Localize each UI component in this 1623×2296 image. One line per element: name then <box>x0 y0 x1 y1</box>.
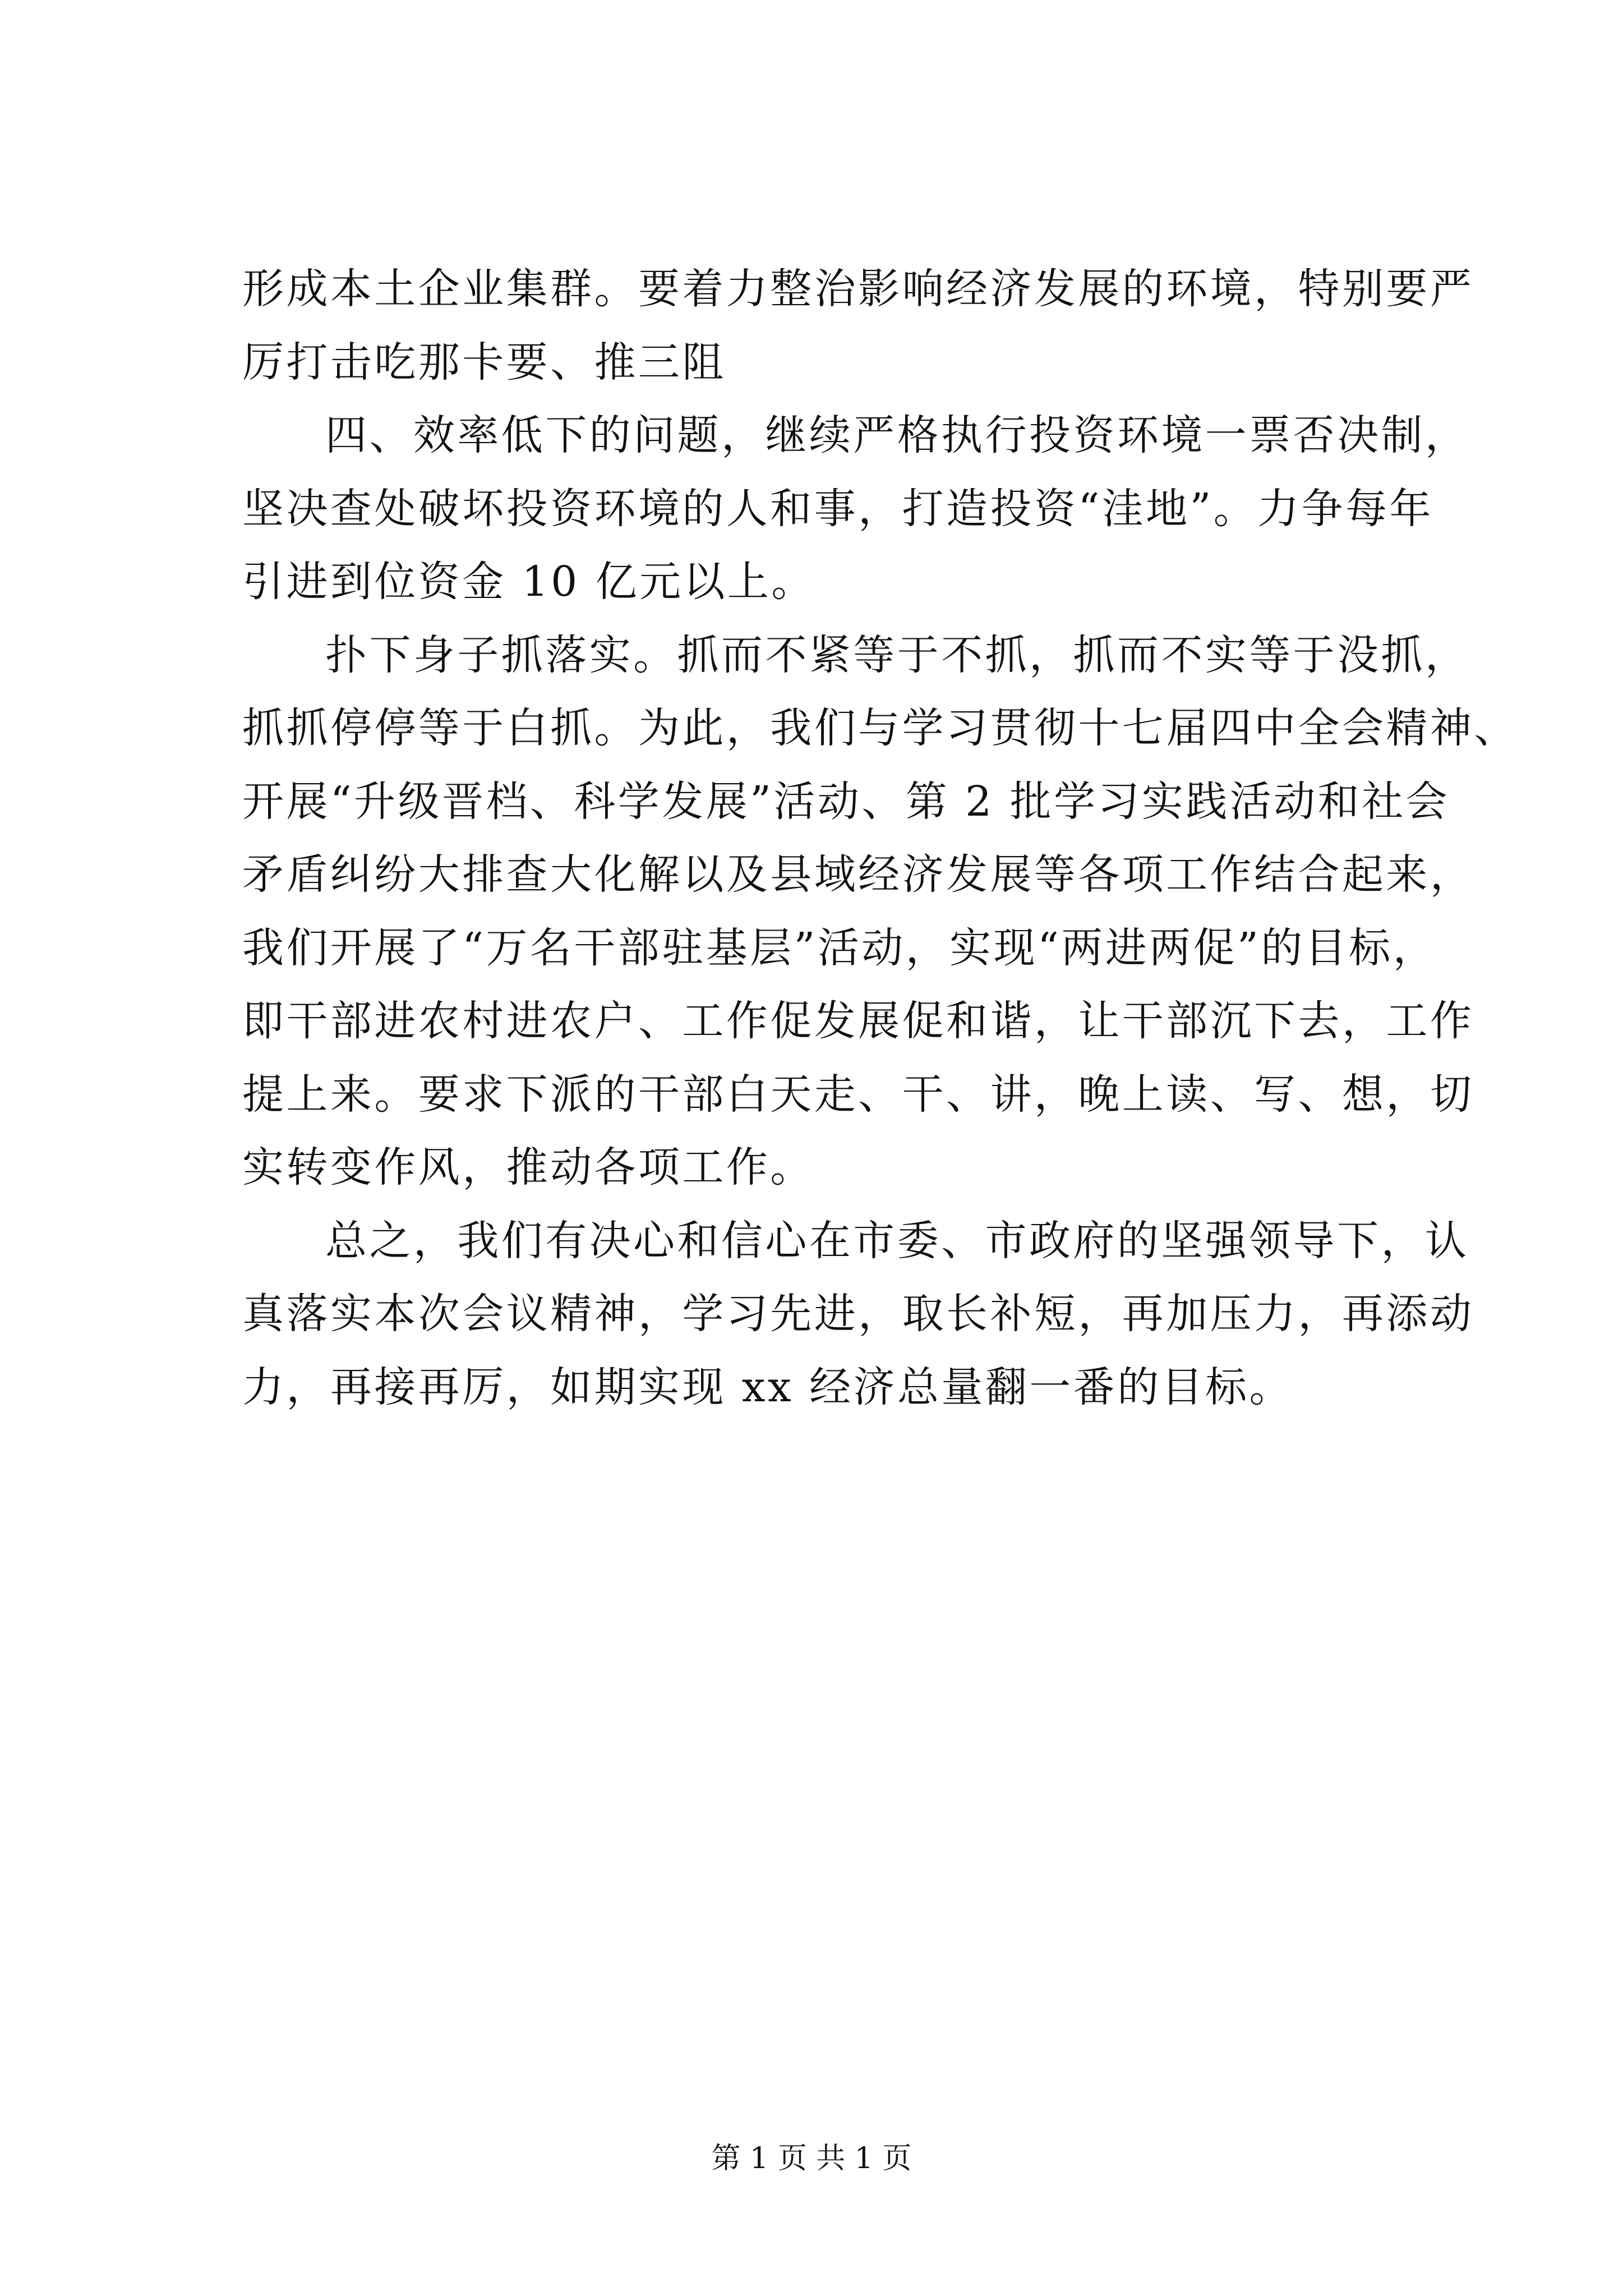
text-line: 形成本土企业集群。要着力整治影响经济发展的环境，特别要严 <box>242 265 1474 313</box>
text-line: 坚决查处破坏投资环境的人和事，打造投资“洼地”。力争每年 <box>242 484 1433 533</box>
paragraph-2 <box>242 399 1469 619</box>
paragraph-1 <box>242 252 1474 399</box>
text-line: 厉打击吃那卡要、推三阻 <box>242 338 726 386</box>
text-line: 即干部进农村进农户、工作促发展促和谐，让干部沉下去，工作 <box>242 997 1474 1045</box>
paragraph-4 <box>242 1204 1474 1424</box>
text-line: 力，再接再厉，如期实现 xx 经济总量翻一番的目标。 <box>242 1363 1293 1411</box>
text-line: 我们开展了“万名干部驻基层”活动，实现“两进两促”的目标， <box>242 923 1437 972</box>
text-line: 提上来。要求下派的干部白天走、干、讲，晚上读、写、想，切 <box>242 1070 1474 1119</box>
paragraph-3 <box>242 619 1518 1204</box>
text-line: 抓抓停停等于白抓。为此，我们与学习贯彻十七届四中全会精神、 <box>242 704 1518 752</box>
text-line: 矛盾纠纷大排查大化解以及县域经济发展等各项工作结合起来， <box>242 850 1474 899</box>
text-line: 真落实本次会议精神，学习先进，取长补短，再加压力，再添动 <box>242 1290 1474 1338</box>
text-line: 引进到位资金 10 亿元以上。 <box>242 558 815 606</box>
document-body <box>242 252 1518 1424</box>
text-line: 总之，我们有决心和信心在市委、市政府的坚强领导下，认 <box>325 1216 1469 1265</box>
text-line: 开展“升级晋档、科学发展”活动、第 2 批学习实践活动和社会 <box>242 777 1450 826</box>
text-line: 实转变作风，推动各项工作。 <box>242 1143 814 1191</box>
text-line: 四、效率低下的问题，继续严格执行投资环境一票否决制， <box>325 411 1469 459</box>
page-footer: 第 1 页 共 1 页 <box>711 2142 912 2175</box>
text-line: 扑下身子抓落实。抓而不紧等于不抓，抓而不实等于没抓， <box>325 631 1469 679</box>
